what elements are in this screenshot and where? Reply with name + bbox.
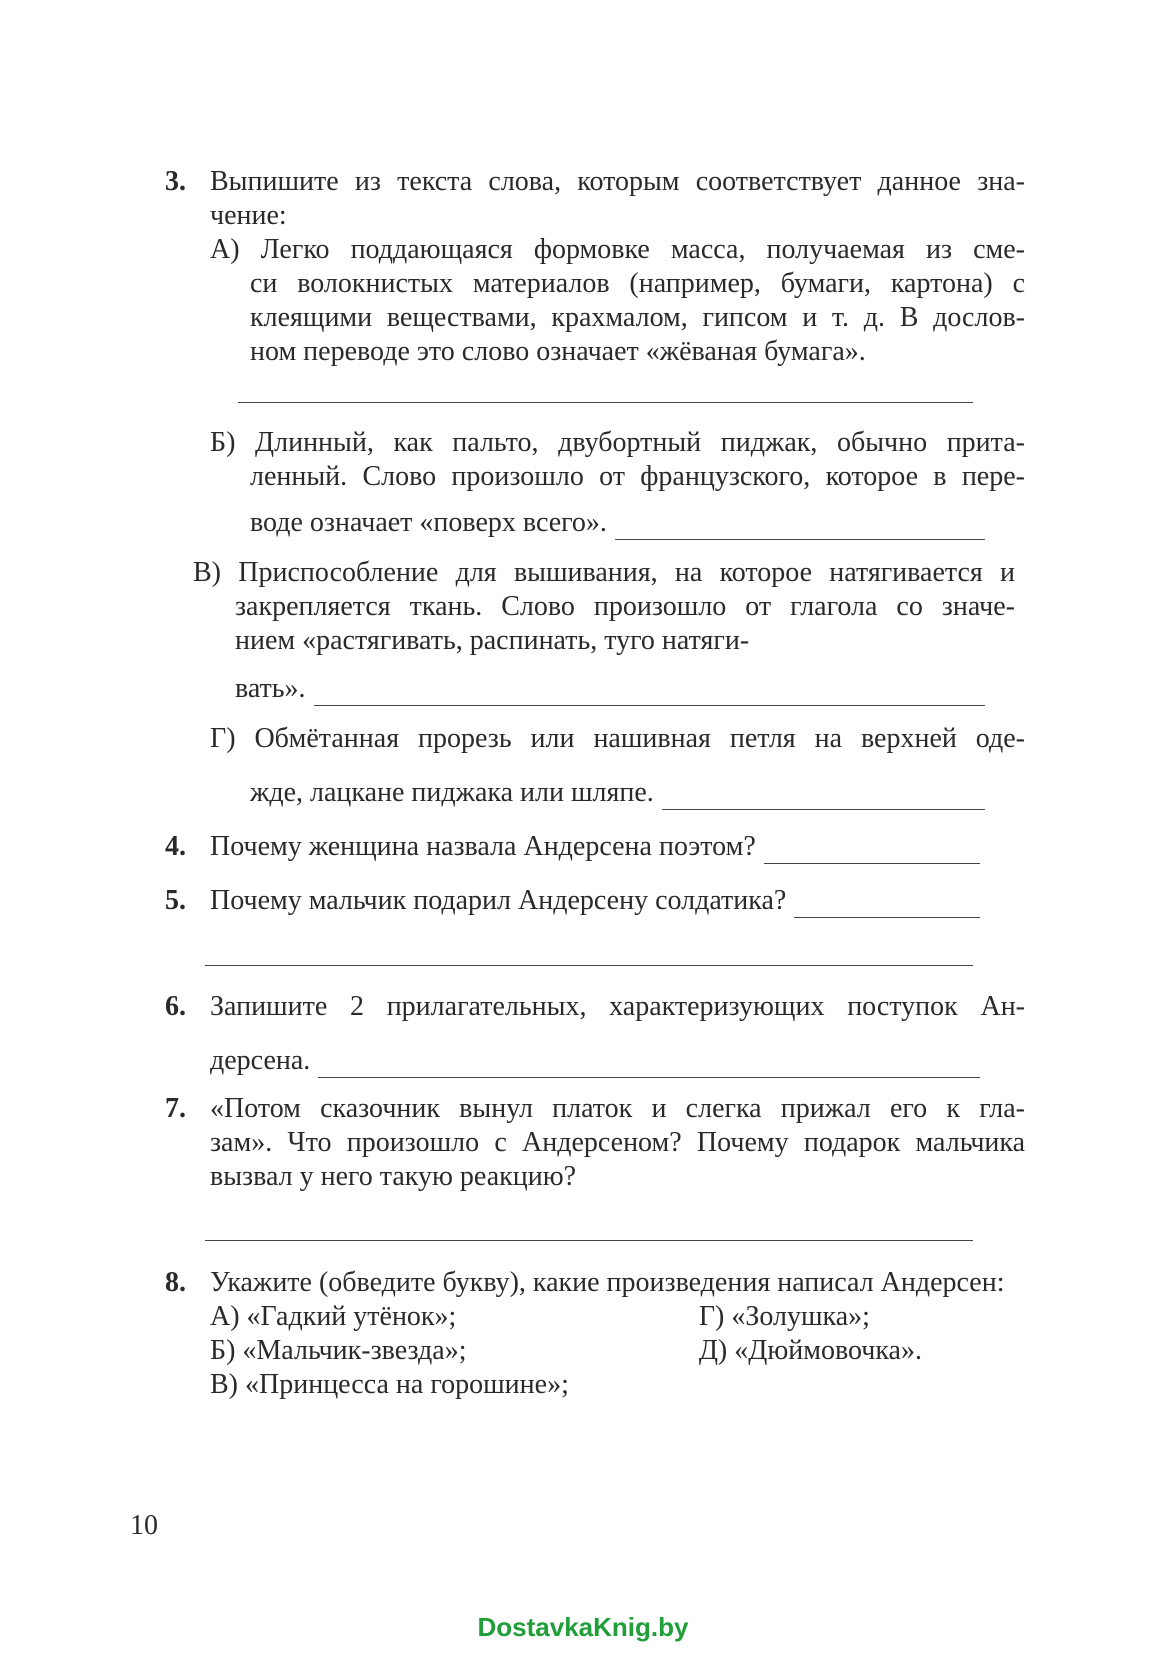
option-b[interactable]: Б) «Мальчик-звезда»;	[210, 1335, 467, 1366]
option-d[interactable]: Д) «Дюймовочка».	[698, 1335, 922, 1366]
task-8-options	[210, 1300, 1025, 1402]
task-7-line-3: вызвал у него такую реакцию?	[210, 1161, 577, 1192]
task-3v-line-4: вать».	[235, 673, 306, 704]
task-3a-line-3: клеящими веществами, крахмалом, гипсом и т. д. В дослов-	[250, 302, 1025, 333]
answer-line-3b[interactable]	[615, 513, 985, 540]
option-g[interactable]: Г) «Золушка»;	[698, 1301, 870, 1332]
option-a[interactable]: А) «Гадкий утёнок»;	[210, 1301, 457, 1332]
answer-line-5a[interactable]	[794, 891, 980, 918]
task-3b-line-2: ленный. Слово произошло от французского, которое в пере-	[250, 461, 1025, 492]
task-3-text-line-1: Выпишите из текста слова, которым соответствует данное зна-	[210, 166, 1025, 197]
task-5-number: 5.	[165, 885, 186, 916]
task-3g-line-1: Г) Обмётанная прорезь или нашивная петля на верхней оде-	[210, 723, 1025, 754]
answer-line-3g[interactable]	[662, 783, 985, 810]
task-5-text: Почему мальчик подарил Андерсену солдатика?	[210, 885, 787, 916]
task-3g-line-2: жде, лацкане пиджака или шляпе.	[250, 777, 654, 808]
task-7-number: 7.	[165, 1093, 186, 1124]
answer-line-7[interactable]	[205, 1240, 973, 1241]
task-3a-line-4: ном переводе это слово означает «жёваная бумага».	[250, 336, 866, 367]
task-3b-line-3: воде означает «поверх всего».	[250, 507, 607, 538]
task-8-number: 8.	[165, 1267, 186, 1298]
watermark: DostavkaKnig.by	[477, 1612, 689, 1642]
task-7-line-1: «Потом сказочник вынул платок и слегка прижал его к гла-	[210, 1093, 1025, 1124]
answer-line-3v[interactable]	[314, 679, 985, 706]
answer-line-4[interactable]	[764, 837, 980, 864]
task-3-number: 3.	[165, 166, 186, 197]
task-6-line-2: дерсена.	[210, 1045, 311, 1076]
task-3-text-line-2: чение:	[210, 200, 287, 231]
task-7-line-2: зам». Что произошло с Андерсеном? Почему подарок мальчика	[210, 1127, 1025, 1158]
task-3a-line-2: си волокнистых материалов (например, бумаги, картона) с	[250, 268, 1025, 299]
task-6-line-1: Запишите 2 прилагательных, характеризующих поступок Ан-	[210, 991, 1025, 1022]
task-8-text: Укажите (обведите букву), какие произведения написал Андерсен:	[210, 1267, 1005, 1298]
task-4-text: Почему женщина назвала Андерсена поэтом?	[210, 831, 756, 862]
answer-line-5b[interactable]	[205, 965, 973, 966]
option-v[interactable]: В) «Принцесса на горошине»;	[210, 1369, 569, 1400]
task-3v-line-3: нием «растягивать, распинать, туго натяги-	[235, 625, 750, 656]
answer-line-3a[interactable]	[238, 402, 973, 403]
task-3v-line-2: закрепляется ткань. Слово произошло от глагола со значе-	[235, 591, 1015, 622]
task-3a-line-1: А) Легко поддающаяся формовке масса, получаемая из сме-	[210, 234, 1025, 265]
answer-line-6[interactable]	[318, 1051, 980, 1078]
task-4-number: 4.	[165, 831, 186, 862]
task-3b-line-1: Б) Длинный, как пальто, двубортный пиджак, обычно прита-	[210, 427, 1025, 458]
page-number: 10	[130, 1510, 158, 1541]
task-6-number: 6.	[165, 991, 186, 1022]
task-3v-line-1: В) Приспособление для вышивания, на которое натягивается и	[193, 557, 1015, 588]
